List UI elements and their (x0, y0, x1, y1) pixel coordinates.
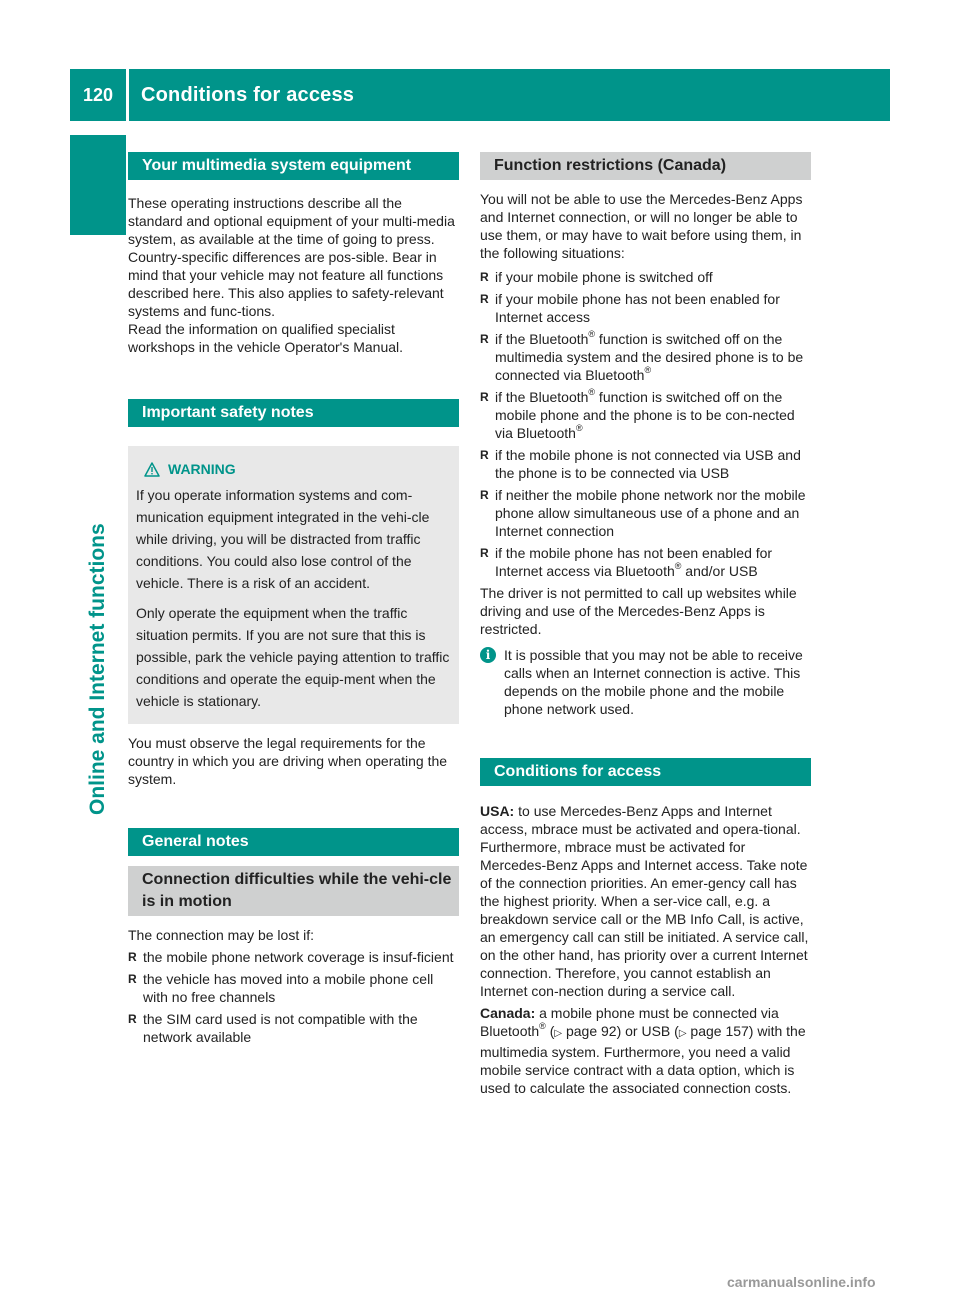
warning-triangle-icon (144, 462, 160, 477)
list-item: R if the mobile phone has not been enabled for Internet access via Bluetooth® and/or USB (480, 544, 811, 580)
page-ref-link[interactable]: page 92) or USB ( (562, 1023, 679, 1039)
warning-label: WARNING (168, 461, 236, 477)
side-tab (70, 235, 126, 1135)
side-tab-block (70, 135, 126, 235)
list-item: R the mobile phone network coverage is insuf-ficient (128, 948, 459, 966)
subheading-restrictions: Function restrictions (Canada) (480, 152, 811, 180)
right-column (480, 152, 811, 1097)
warning-header (136, 458, 451, 480)
section-heading-safety: Important safety notes (128, 399, 459, 427)
list-item: R the vehicle has moved into a mobile phone cell with no free channels (128, 970, 459, 1006)
usa-paragraph: USA: to use Mercedes-Benz Apps and Internet access, mbrace must be activated and opera-tional. Furthermore, mbrace must be activated for Mercedes-Benz Apps and Internet access. Take note of the connection priorities. An emer-gency call has the highest priority. When a ser-vice call, e.g. a breakdown service call or the MB Info Call, is active, an emergency call can still be initiated. A service call, on the other hand, has priority over a current Internet connection. Therefore, you cannot establish an Internet con-nection during a service call. (480, 803, 809, 999)
canada-paragraph: Canada: a mobile phone must be connected via Bluetooth® (▷ page 92) or USB (▷ page 157) with the multimedia system. Furthermore, you need a valid mobile service contract with a data option, which is used to calculate the associated connection costs. (480, 1005, 806, 1096)
list-item: R the SIM card used is not compatible with the network available (128, 1010, 459, 1046)
workshops-paragraph: Read the information on qualified specialist workshops in the vehicle Operator's Manual. (128, 321, 404, 355)
info-icon: i (480, 647, 496, 663)
list-item: R if your mobile phone has not been enabled for Internet access (480, 290, 811, 326)
watermark: carmanualsonline.info (727, 1274, 876, 1290)
list-item: R if the mobile phone is not connected via USB and the phone is to be connected via USB (480, 446, 811, 482)
legal-paragraph: You must observe the legal requirements for the country in which you are driving when operating the system. (128, 735, 448, 787)
section-heading-equipment: Your multimedia system equipment (128, 152, 459, 180)
arrow-icon: ▷ (554, 1028, 563, 1039)
connection-intro: The connection may be lost if: (128, 927, 314, 943)
page-number: 120 (82, 85, 114, 105)
section-heading-general: General notes (128, 828, 459, 856)
page-ref-link[interactable]: page 157) (686, 1023, 754, 1039)
driver-paragraph: The driver is not permitted to call up websites while driving and use of the Mercedes-Benz Apps is restricted. (480, 585, 797, 637)
arrow-icon: ▷ (678, 1028, 687, 1039)
warning-box (128, 446, 459, 724)
side-tab-label: Online and Internet functions (86, 523, 109, 815)
warning-paragraph: If you operate information systems and com-munication equipment integrated in the vehi-cle while driving, you will be distracted from traffic conditions. You could also lose control of the vehicle. There is a risk of an accident. (136, 487, 430, 591)
list-item: R if the Bluetooth® function is switched off on the multimedia system and the desired phone is to be connected via Bluetooth® (480, 330, 811, 384)
restrictions-list (480, 268, 811, 580)
list-item: R if your mobile phone is switched off (480, 268, 811, 286)
page-title: Conditions for access (141, 84, 355, 106)
info-note (480, 646, 811, 718)
section-heading-access: Conditions for access (480, 758, 811, 786)
connection-list (128, 948, 459, 1046)
left-column (128, 152, 459, 1050)
header-divider (126, 69, 129, 121)
list-item: R if the Bluetooth® function is switched off on the mobile phone and the phone is to be con-nected via Bluetooth® (480, 388, 811, 442)
list-item: R if neither the mobile phone network nor the mobile phone allow simultaneous use of a phone and an Internet connection (480, 486, 811, 540)
restrictions-intro: You will not be able to use the Mercedes-Benz Apps and Internet connection, or will no longer be able to use them, or may have to wait before using them, in the following situations: (480, 191, 803, 261)
subheading-connection: Connection difficulties while the vehi-cle is in motion (128, 866, 459, 916)
equipment-paragraph: These operating instructions describe all the standard and optional equipment of your multi-media system, as available at the time of going to press. Country-specific differences are pos-sible. Bear in mind that your vehicle may not feature all functions described here. This also applies to safety-relevant systems and func-tions. (128, 195, 455, 319)
warning-paragraph: Only operate the equipment when the traffic situation permits. If you are not sure that this is possible, park the vehicle paying attention to traffic conditions and operate the equip-ment when the vehicle is stationary. (136, 605, 450, 709)
info-text: It is possible that you may not be able to receive calls when an Internet connection is active. This depends on the mobile phone and the mobile phone network used. (504, 647, 803, 717)
